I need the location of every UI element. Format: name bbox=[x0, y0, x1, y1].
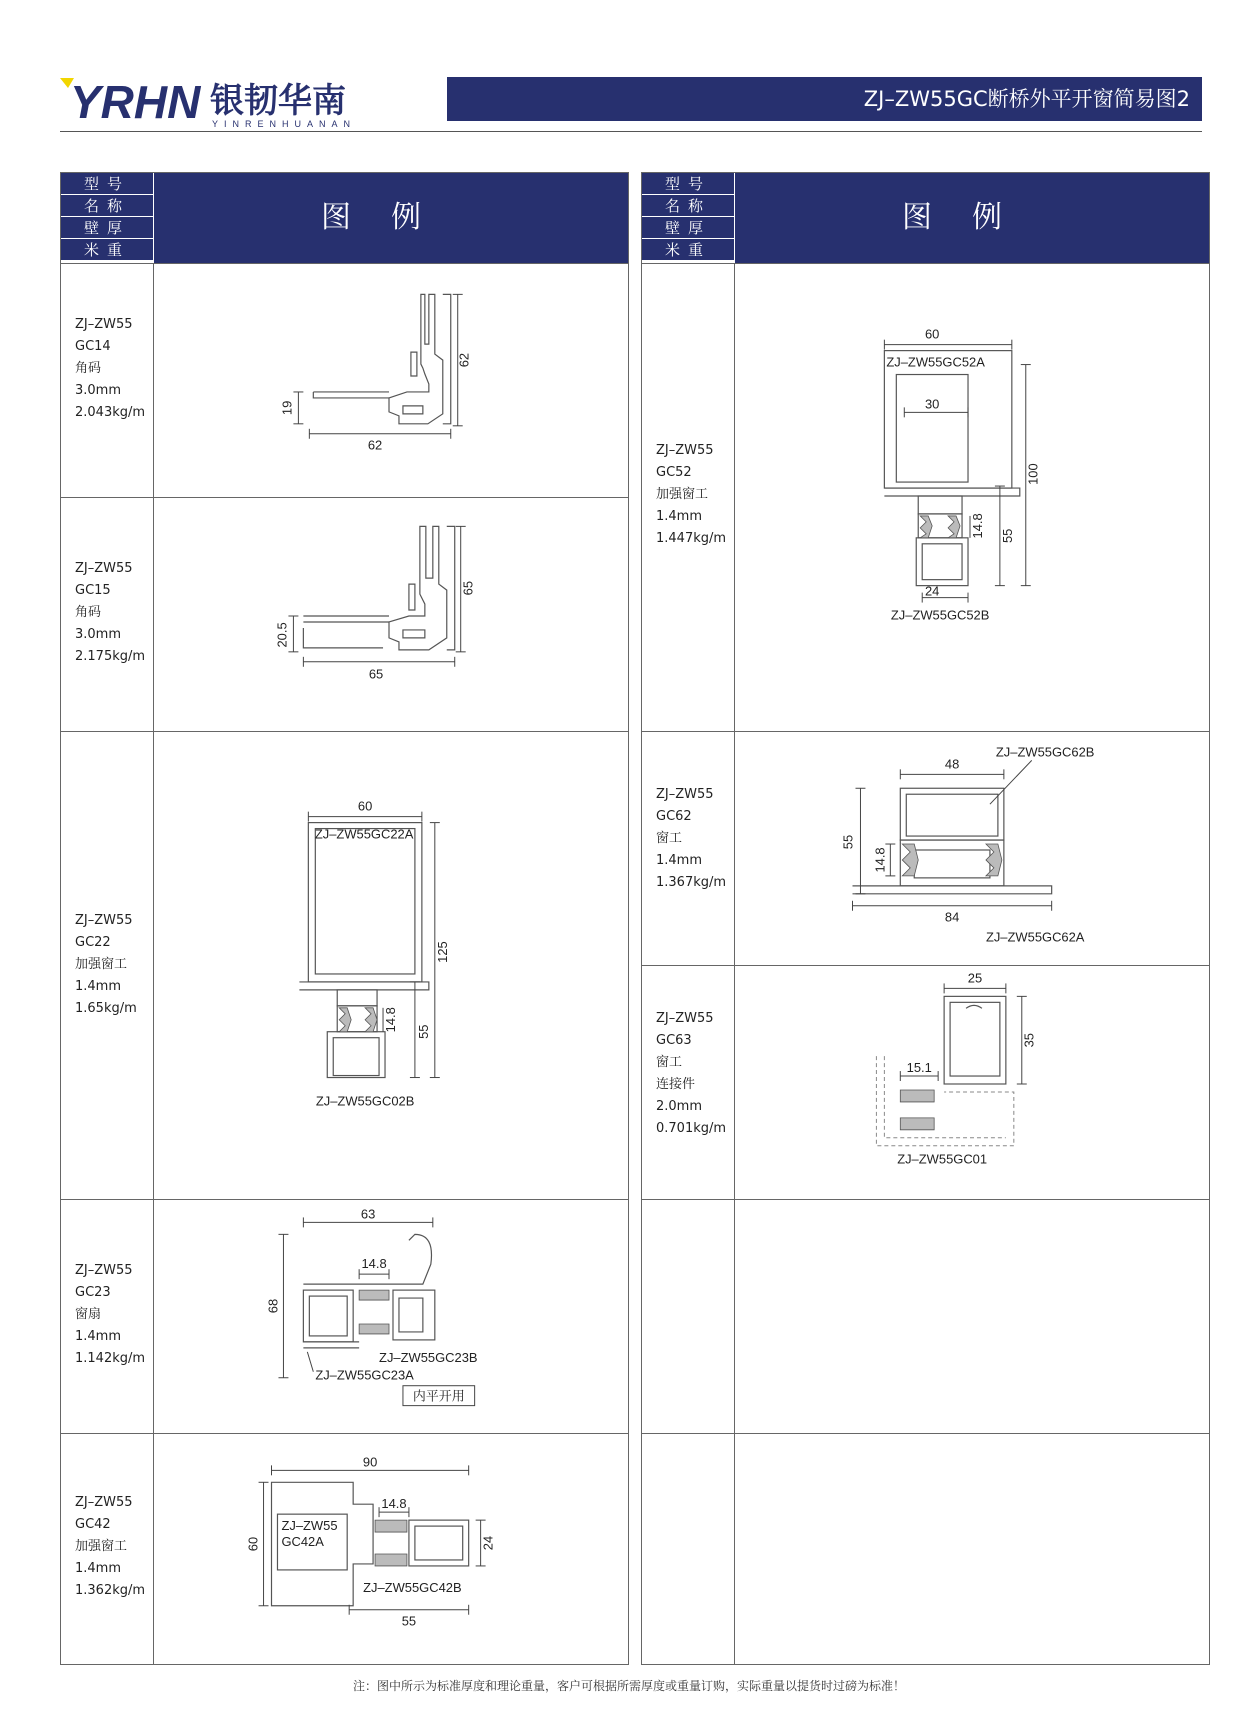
wall-thickness: 3.0mm bbox=[75, 627, 122, 642]
part-label-b: ZJ–ZW55GC42B bbox=[363, 1579, 462, 1595]
part-label-a: ZJ–ZW55GC22A bbox=[314, 826, 414, 842]
dim-height: 125 bbox=[434, 941, 450, 963]
row-info bbox=[75, 1492, 145, 1602]
part-label-b: ZJ–ZW55GC02B bbox=[315, 1093, 415, 1109]
dim-break: 15.1 bbox=[906, 1060, 932, 1076]
profile-name: 加强窗工 bbox=[75, 957, 128, 972]
part-label-a-suffix: GC42A bbox=[281, 1534, 324, 1550]
profile-name: 窗扇 bbox=[75, 1307, 102, 1322]
model-code-suffix: GC52 bbox=[656, 465, 692, 480]
wall-thickness: 1.4mm bbox=[656, 853, 703, 868]
header-label-weight: 米重 bbox=[61, 239, 153, 261]
wall-thickness: 1.4mm bbox=[656, 509, 703, 524]
logo-mark: YRHN bbox=[70, 76, 201, 128]
usage-note: 内平开用 bbox=[412, 1388, 465, 1404]
meter-weight: 1.447kg/m bbox=[656, 531, 727, 546]
meter-weight: 0.701kg/m bbox=[656, 1121, 727, 1136]
wall-thickness: 1.4mm bbox=[75, 1561, 122, 1576]
row-info bbox=[75, 314, 145, 424]
profile-name: 角码 bbox=[75, 605, 102, 620]
model-code: ZJ–ZW55 bbox=[75, 317, 133, 332]
model-code-suffix: GC42 bbox=[75, 1517, 111, 1532]
dim-width: 90 bbox=[362, 1454, 378, 1470]
dim-lower: 55 bbox=[401, 1613, 417, 1629]
profile-name: 加强窗工 bbox=[75, 1539, 128, 1554]
table-row bbox=[61, 263, 628, 498]
dim-base: 24 bbox=[924, 583, 940, 599]
dim-break: 14.8 bbox=[381, 1496, 407, 1512]
table-row bbox=[61, 731, 628, 1200]
table-row bbox=[642, 965, 1209, 1200]
part-label: ZJ–ZW55GC01 bbox=[897, 1151, 988, 1167]
model-code-suffix: GC14 bbox=[75, 339, 111, 354]
model-code: ZJ–ZW55 bbox=[75, 913, 133, 928]
profile-drawing bbox=[154, 1434, 628, 1667]
wall-thickness: 2.0mm bbox=[656, 1099, 703, 1114]
dim-flange: 20.5 bbox=[274, 622, 290, 648]
dim-break: 14.8 bbox=[382, 1007, 398, 1033]
dim-inner: 24 bbox=[480, 1535, 496, 1551]
meter-weight: 2.043kg/m bbox=[75, 405, 146, 420]
dim-inner: 30 bbox=[924, 396, 940, 412]
profile-drawing bbox=[735, 732, 1209, 966]
dim-lower: 55 bbox=[999, 528, 1015, 544]
dim-flange: 19 bbox=[279, 400, 295, 416]
dim-width: 63 bbox=[360, 1206, 376, 1222]
meter-weight: 2.175kg/m bbox=[75, 649, 146, 664]
header-label-thickness: 壁厚 bbox=[61, 217, 153, 239]
header-label-name: 名称 bbox=[61, 195, 153, 217]
header-legend: 图例 bbox=[734, 173, 1209, 263]
meter-weight: 1.65kg/m bbox=[75, 1001, 137, 1016]
profile-name: 窗工 bbox=[656, 1055, 683, 1070]
model-code: ZJ–ZW55 bbox=[656, 787, 714, 802]
profile-drawing bbox=[154, 264, 628, 498]
table-row bbox=[642, 731, 1209, 966]
header-divider bbox=[60, 131, 1202, 132]
dim-height: 62 bbox=[456, 352, 472, 368]
wall-thickness: 1.4mm bbox=[75, 979, 122, 994]
part-label-b: ZJ–ZW55GC52B bbox=[890, 607, 990, 623]
row-info bbox=[656, 440, 726, 550]
header-label-model: 型号 bbox=[61, 173, 153, 195]
table-row bbox=[642, 263, 1209, 732]
model-code: ZJ–ZW55 bbox=[75, 561, 133, 576]
profile-drawing bbox=[735, 966, 1209, 1200]
footnote: 注：图中所示为标准厚度和理论重量，客户可根据所需厚度或重量订购，实际重量以提货时过磅为标准！ bbox=[352, 1679, 905, 1693]
part-label-a: ZJ–ZW55GC23A bbox=[315, 1367, 414, 1383]
profile-drawing bbox=[735, 264, 1209, 732]
row-info bbox=[656, 1008, 726, 1140]
left-table bbox=[60, 172, 629, 1665]
row-info bbox=[75, 1260, 145, 1370]
table-row bbox=[61, 1433, 628, 1667]
part-label-a: ZJ–ZW55GC62A bbox=[985, 929, 1085, 945]
part-label-b: ZJ–ZW55GC23B bbox=[379, 1349, 478, 1365]
dim-height: 35 bbox=[1021, 1032, 1037, 1048]
dim-lower: 55 bbox=[415, 1024, 431, 1039]
table-row bbox=[61, 497, 628, 732]
header-label-thickness: 壁厚 bbox=[642, 217, 734, 239]
row-info bbox=[75, 910, 137, 1020]
dim-height: 55 bbox=[840, 834, 856, 850]
model-code: ZJ–ZW55 bbox=[75, 1495, 133, 1510]
dim-height: 60 bbox=[245, 1536, 261, 1552]
model-code-suffix: GC63 bbox=[656, 1033, 692, 1048]
table-row-empty bbox=[642, 1199, 1209, 1434]
dim-width: 60 bbox=[924, 326, 940, 342]
part-label-a: ZJ–ZW55 bbox=[281, 1518, 338, 1534]
dim-base: 84 bbox=[944, 909, 960, 925]
dim-height: 100 bbox=[1025, 463, 1041, 485]
meter-weight: 1.367kg/m bbox=[656, 875, 727, 890]
header-label-name: 名称 bbox=[642, 195, 734, 217]
model-code-suffix: GC22 bbox=[75, 935, 111, 950]
dim-height: 65 bbox=[460, 580, 476, 596]
header-labels bbox=[642, 173, 734, 263]
brand-logo bbox=[60, 74, 440, 130]
header-label-model: 型号 bbox=[642, 173, 734, 195]
part-label-a: ZJ–ZW55GC52A bbox=[886, 354, 985, 370]
profile-drawing bbox=[154, 1200, 628, 1434]
profile-name: 角码 bbox=[75, 361, 102, 376]
meter-weight: 1.362kg/m bbox=[75, 1583, 146, 1598]
profile-subname: 连接件 bbox=[656, 1077, 696, 1092]
model-code-suffix: GC62 bbox=[656, 809, 692, 824]
row-info bbox=[75, 558, 145, 668]
profile-drawing bbox=[154, 498, 628, 732]
dim-height: 68 bbox=[265, 1298, 281, 1314]
header-legend: 图例 bbox=[153, 173, 628, 263]
header-labels bbox=[61, 173, 153, 263]
meter-weight: 1.142kg/m bbox=[75, 1351, 146, 1366]
wall-thickness: 1.4mm bbox=[75, 1329, 122, 1344]
dim-break: 14.8 bbox=[361, 1256, 387, 1272]
dim-width: 62 bbox=[367, 437, 383, 453]
model-code-suffix: GC15 bbox=[75, 583, 111, 598]
profile-drawing bbox=[154, 732, 628, 1200]
dim-break: 14.8 bbox=[969, 513, 985, 539]
model-code: ZJ–ZW55 bbox=[75, 1263, 133, 1278]
row-info bbox=[656, 784, 726, 894]
dim-break: 14.8 bbox=[872, 847, 888, 873]
profile-name: 加强窗工 bbox=[656, 487, 709, 502]
table-row bbox=[61, 1199, 628, 1434]
model-code: ZJ–ZW55 bbox=[656, 1011, 714, 1026]
part-label-b: ZJ–ZW55GC62B bbox=[995, 744, 1095, 760]
dim-width: 65 bbox=[368, 666, 384, 682]
dim-width: 60 bbox=[357, 798, 373, 814]
model-code-suffix: GC23 bbox=[75, 1285, 111, 1300]
profile-name: 窗工 bbox=[656, 831, 683, 846]
dim-width: 25 bbox=[967, 970, 983, 986]
table-row-empty bbox=[642, 1433, 1209, 1667]
right-table bbox=[641, 172, 1210, 1665]
page-title: ZJ–ZW55GC断桥外平开窗简易图2 bbox=[447, 77, 1202, 121]
wall-thickness: 3.0mm bbox=[75, 383, 122, 398]
header-label-weight: 米重 bbox=[642, 239, 734, 261]
model-code: ZJ–ZW55 bbox=[656, 443, 714, 458]
brand-name-en: YINRENHUANAN bbox=[212, 119, 357, 129]
brand-name-cn: 银韧华南 bbox=[210, 81, 346, 121]
dim-width: 48 bbox=[944, 756, 960, 772]
